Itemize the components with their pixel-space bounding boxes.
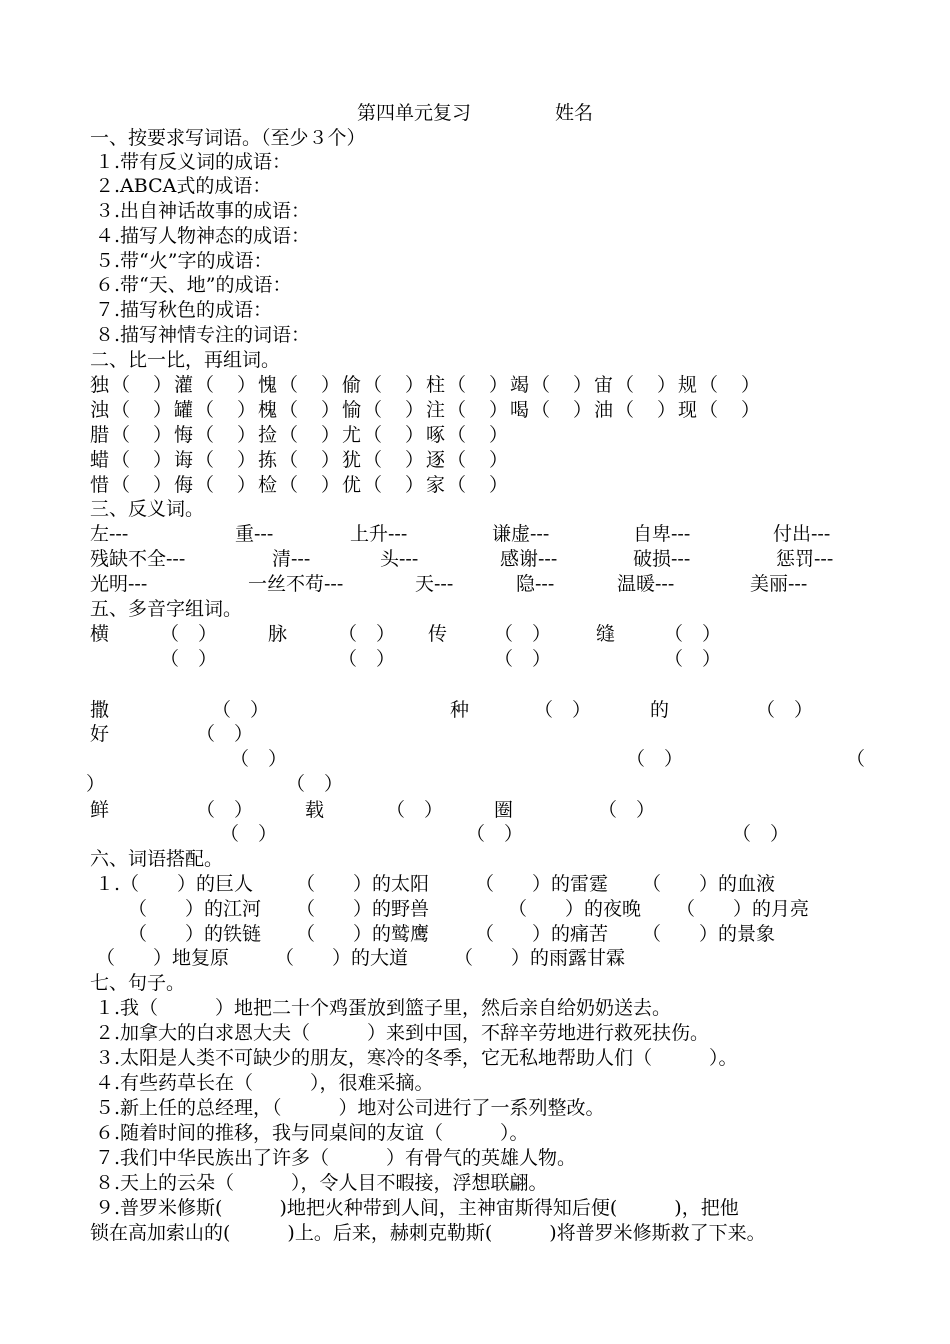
sentence-item: ５.新上任的总经理，（ ）地对公司进行了一系列整改。 <box>95 1097 605 1119</box>
blank-paren: （ ） <box>160 623 218 645</box>
section1-item: ７.描写秋色的成语： <box>95 299 273 321</box>
match-item: （ ）的景象 <box>642 923 776 945</box>
section5-heading: 五、多音字组词。 <box>90 598 243 620</box>
match-item: （ ）的雷霆 <box>475 873 609 895</box>
sentence-item: ４.有些药草长在（ ），很难采摘。 <box>95 1072 434 1094</box>
blank-paren: （ ） <box>756 699 814 721</box>
name-label: 姓名 <box>555 102 594 124</box>
section1-item: ５.带“火”字的成语： <box>95 250 273 272</box>
blank-paren: （ ） <box>212 699 270 721</box>
section2-heading: 二、比一比，再组词。 <box>90 349 281 371</box>
match-item: （ ）的鹫鹰 <box>296 923 430 945</box>
sentence-item: ７.我们中华民族出了许多（ ）有骨气的英雄人物。 <box>95 1147 577 1169</box>
match-item: （ ）地复原 <box>96 947 230 969</box>
polyphone-char: 传 <box>428 623 448 645</box>
sentence-item: ３.太阳是人类不可缺少的朋友，寒冷的冬季，它无私地帮助人们（ ）。 <box>95 1047 738 1069</box>
blank-paren: （ ） <box>230 748 288 770</box>
polyphone-char: 脉 <box>268 623 288 645</box>
polyphone-char: 种 <box>450 699 470 721</box>
antonym-item: 上升--- <box>350 523 408 545</box>
antonym-item: 美丽--- <box>750 573 808 595</box>
blank-paren: （ ） <box>598 799 656 821</box>
sentence-item: ２.加拿大的白求恩大夫（ ）来到中国，不辞辛劳地进行救死扶伤。 <box>95 1022 710 1044</box>
section1-item: １.带有反义词的成语： <box>95 151 292 173</box>
polyphone-char: 鲜 <box>90 799 110 821</box>
polyphone-char: 好 <box>90 723 110 745</box>
match-item: （ ）的月亮 <box>676 898 810 920</box>
antonym-item: 付出--- <box>773 523 831 545</box>
blank-paren: （ ） <box>466 823 524 845</box>
match-item: （ ）的大道 <box>275 947 409 969</box>
compare-row: 浊（ ）罐（ ）槐（ ）愉（ ）注（ ）喝（ ）油（ ）现（ ） <box>90 399 763 421</box>
antonym-item: 感谢--- <box>500 548 558 570</box>
blank-paren: （ ） <box>664 623 722 645</box>
section7-heading: 七、句子。 <box>90 972 186 994</box>
section1-item: ４.描写人物神态的成语： <box>95 225 311 247</box>
section1-item: ２.ABCA式的成语： <box>95 175 272 197</box>
antonym-item: 残缺不全--- <box>90 548 186 570</box>
antonym-item: 光明--- <box>90 573 148 595</box>
blank-paren: （ ） <box>534 699 592 721</box>
blank-paren: （ ） <box>196 723 254 745</box>
blank-paren: ） <box>86 773 106 795</box>
section6-heading: 六、词语搭配。 <box>90 848 224 870</box>
polyphone-char: 圈 <box>494 799 514 821</box>
match-item: １.（ ）的巨人 <box>95 873 254 895</box>
antonym-item: 重--- <box>235 523 274 545</box>
antonym-item: 自卑--- <box>633 523 691 545</box>
blank-paren: （ ） <box>338 648 396 670</box>
antonym-item: 破损--- <box>633 548 691 570</box>
blank-paren: （ ） <box>494 623 552 645</box>
section1-item: ６.带“天、地”的成语： <box>95 274 292 296</box>
polyphone-char: 的 <box>650 699 670 721</box>
antonym-item: 左--- <box>90 523 129 545</box>
match-item: （ ）的铁链 <box>128 923 262 945</box>
antonym-item: 头--- <box>380 548 419 570</box>
sentence-item: ９.普罗米修斯( )地把火种带到人间，主神宙斯得知后便( )，把他 <box>95 1197 739 1219</box>
match-item: （ ）的野兽 <box>296 898 430 920</box>
blank-paren: （ ） <box>220 823 278 845</box>
blank-paren: （ ） <box>626 748 684 770</box>
sentence-item: ６.随着时间的推移，我与同桌间的友谊（ ）。 <box>95 1122 529 1144</box>
antonym-item: 天--- <box>415 573 454 595</box>
polyphone-char: 横 <box>90 623 110 645</box>
compare-row: 独（ ）灌（ ）愧（ ）偷（ ）柱（ ）竭（ ）宙（ ）规（ ） <box>90 374 763 396</box>
section3-heading: 三、反义词。 <box>90 498 205 520</box>
blank-paren: （ <box>846 748 866 770</box>
compare-row: 腊（ ）悔（ ）捡（ ）尤（ ）啄（ ） <box>90 424 511 446</box>
antonym-item: 温暖--- <box>617 573 675 595</box>
match-item: （ ）的太阳 <box>296 873 430 895</box>
match-item: （ ）的血液 <box>642 873 776 895</box>
polyphone-char: 缝 <box>596 623 616 645</box>
compare-row: 惜（ ）侮（ ）检（ ）优（ ）家（ ） <box>90 474 511 496</box>
polyphone-char: 载 <box>305 799 325 821</box>
antonym-item: 谦虚--- <box>492 523 550 545</box>
blank-paren: （ ） <box>386 799 444 821</box>
blank-paren: （ ） <box>494 648 552 670</box>
blank-paren: （ ） <box>338 623 396 645</box>
match-item: （ ）的痛苦 <box>475 923 609 945</box>
antonym-item: 一丝不苟--- <box>248 573 344 595</box>
match-item: （ ）的江河 <box>128 898 262 920</box>
section1-heading: 一、按要求写词语。（至少３个） <box>90 127 366 149</box>
antonym-item: 隐--- <box>516 573 555 595</box>
blank-paren: （ ） <box>286 773 344 795</box>
page-title: 第四单元复习 <box>357 102 472 124</box>
blank-paren: （ ） <box>732 823 790 845</box>
antonym-item: 清--- <box>272 548 311 570</box>
blank-paren: （ ） <box>196 799 254 821</box>
blank-paren: （ ） <box>160 648 218 670</box>
section1-item: ８.描写神情专注的词语： <box>95 324 311 346</box>
compare-row: 蜡（ ）诲（ ）拣（ ）犹（ ）逐（ ） <box>90 449 511 471</box>
antonym-item: 惩罚--- <box>776 548 834 570</box>
sentence-item: 锁在高加索山的( )上。后来，赫刺克勒斯( )将普罗米修斯救了下来。 <box>90 1222 766 1244</box>
match-item: （ ）的夜晚 <box>508 898 642 920</box>
sentence-item: ８.天上的云朵（ ），令人目不暇接，浮想联翩。 <box>95 1172 548 1194</box>
match-item: （ ）的雨露甘霖 <box>454 947 626 969</box>
polyphone-char: 撒 <box>90 699 110 721</box>
section1-item: ３.出自神话故事的成语： <box>95 200 311 222</box>
blank-paren: （ ） <box>664 648 722 670</box>
sentence-item: １.我（ ）地把二十个鸡蛋放到篮子里，然后亲自给奶奶送去。 <box>95 997 672 1019</box>
